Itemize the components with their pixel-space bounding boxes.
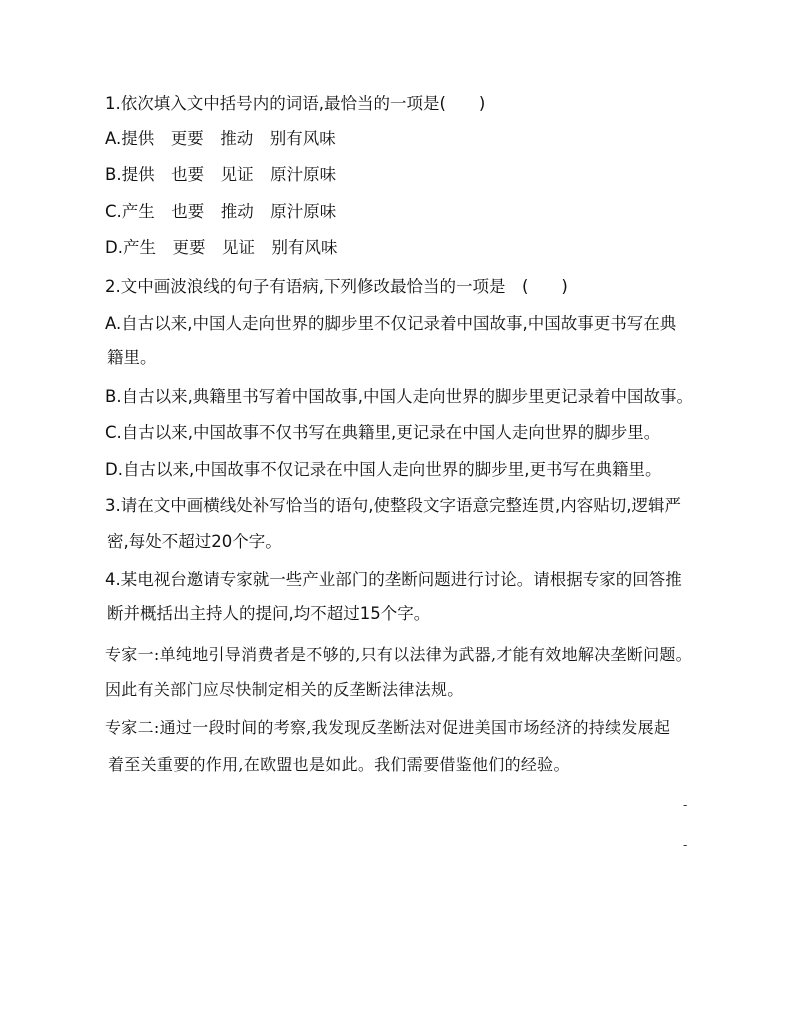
question-3-stem-continued: 密,每处不超过20个字。 <box>107 532 282 551</box>
expert-1-answer-continued: 因此有关部门应尽快制定相关的反垄断法律法规。 <box>105 680 464 699</box>
question-1-stem: 1.依次填入文中括号内的词语,最恰当的一项是( ) <box>105 94 486 113</box>
question-2-option-d: D.自古以来,中国故事不仅记录在中国人走向世界的脚步里,更书写在典籍里。 <box>105 460 662 479</box>
question-2-option-a: A.自古以来,中国人走向世界的脚步里不仅记录着中国故事,中国故事更书写在典 <box>105 314 677 333</box>
question-1-option-b: B.提供 也要 见证 原汁原味 <box>105 165 337 184</box>
question-3-stem: 3.请在文中画横线处补写恰当的语句,使整段文字语意完整连贯,内容贴切,逻辑严 <box>105 496 681 515</box>
margin-mark: - <box>683 838 688 852</box>
margin-mark: - <box>683 798 688 812</box>
question-4-stem-continued: 断并概括出主持人的提问,均不超过15个字。 <box>107 604 431 623</box>
question-2-option-b: B.自古以来,典籍里书写着中国故事,中国人走向世界的脚步里更记录着中国故事。 <box>105 387 694 406</box>
question-4-stem: 4.某电视台邀请专家就一些产业部门的垄断问题进行讨论。请根据专家的回答推 <box>105 570 682 589</box>
question-2-stem: 2.文中画波浪线的句子有语病,下列修改最恰当的一项是 ( ) <box>105 277 568 296</box>
question-2-option-a-continued: 籍里。 <box>107 348 157 367</box>
expert-2-answer-continued: 着至关重要的作用,在欧盟也是如此。我们需要借鉴他们的经验。 <box>108 755 570 774</box>
question-2-option-c: C.自古以来,中国故事不仅书写在典籍里,更记录在中国人走向世界的脚步里。 <box>105 423 661 442</box>
expert-1-answer: 专家一:单纯地引导消费者是不够的,只有以法律为武器,才能有效地解决垄断问题。 <box>105 645 692 664</box>
question-1-option-d: D.产生 更要 见证 别有风味 <box>105 238 338 257</box>
question-1-option-a: A.提供 更要 推动 别有风味 <box>105 129 336 148</box>
question-1-option-c: C.产生 也要 推动 原汁原味 <box>105 202 337 221</box>
expert-2-answer: 专家二:通过一段时间的考察,我发现反垄断法对促进美国市场经济的持续发展起 <box>105 718 671 737</box>
